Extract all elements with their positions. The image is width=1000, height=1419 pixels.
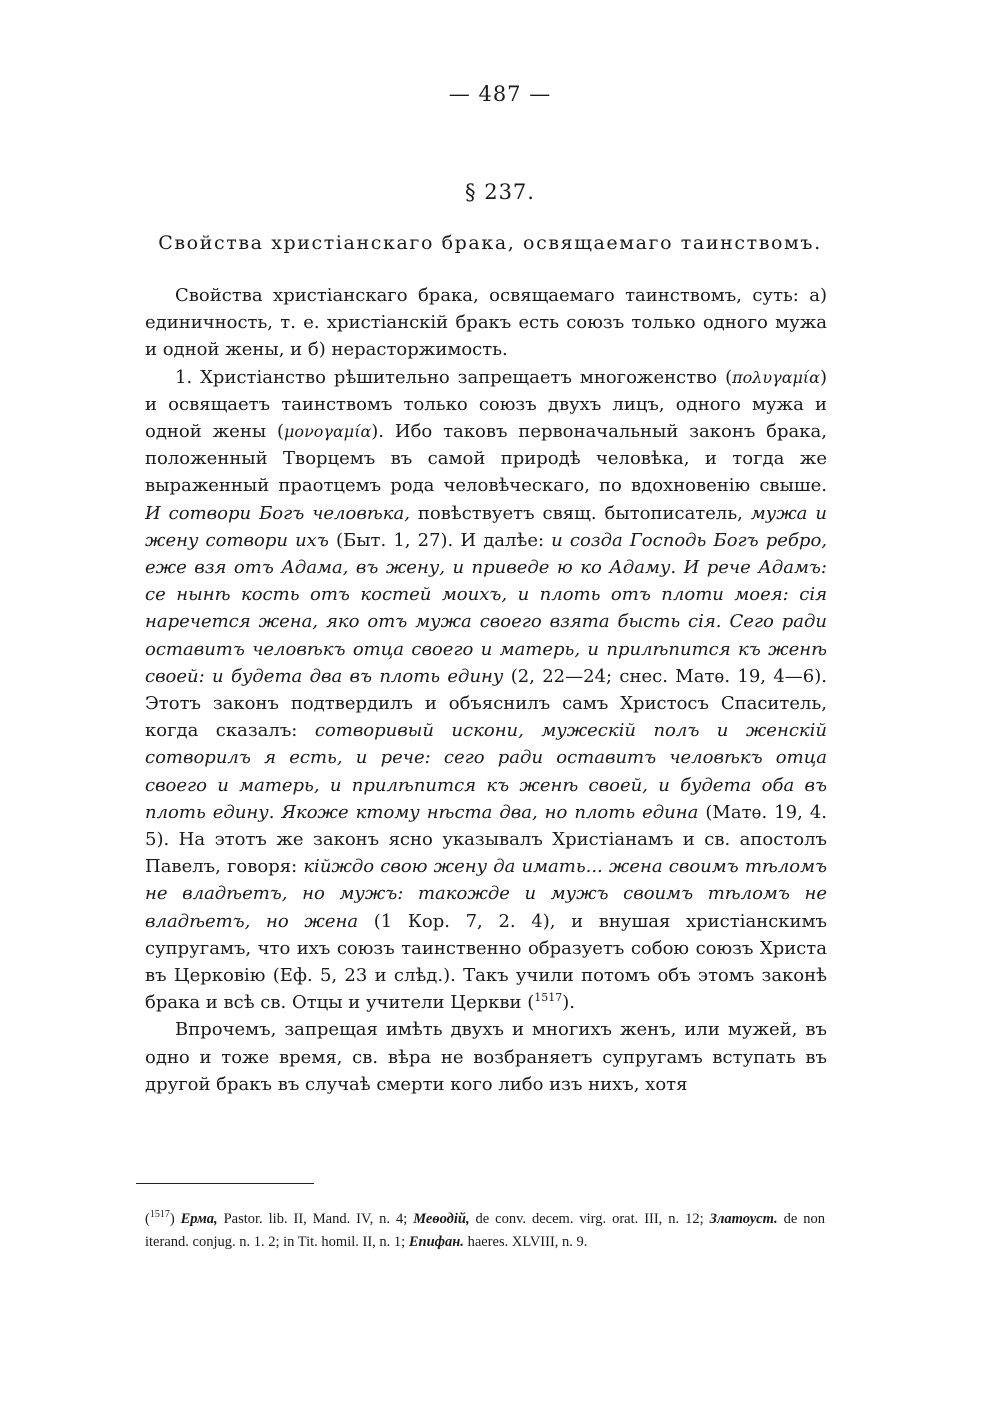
text-run: ) [169,1211,181,1227]
scripture-quote: сотворивый искони, мужескій полъ и женскій сотворилъ я есть, и рече: сего ради оставитъ человѣкъ отца своего и матерь, и прилѣпится къ женѣ своей, и будета оба въ плоть едину. Якоже ктому нѣста два, но плоть едина [145,720,827,823]
text-run: ( [145,1211,150,1227]
text-run: 1. Христіанство рѣшительно запрещаетъ многоженство ( [175,366,733,388]
text-run: ) и освящаетъ таинствомъ только союзъ двухъ лицъ, одного мужа и одной жены ( [145,366,827,443]
page-number: — 487 — [448,82,552,106]
greek-term: μονογαμία [284,422,372,442]
text-run: de conv. decem. virg. orat. III, n. 12; [469,1211,710,1227]
author-name: Златоуст. [709,1211,778,1227]
text-run: (2, 22—24; снес. Матѳ. 19, 4—6). Этотъ законъ подтвердилъ и объяснилъ самъ Христосъ Спаситель, когда сказалъ: [145,665,827,742]
author-name: Епифан. [408,1234,464,1250]
section-heading: Свойства христіанскаго брака, освящаемаго таинствомъ. [158,232,822,254]
text-run: (Матѳ. 19, 4. 5). На этотъ же законъ ясно указывалъ Христіанамъ и св. апостолъ Павелъ, говоря: [145,801,827,878]
text-run: de non iterand. conjug. n. 1. 2; in Tit. homil. II, n. 1; [145,1211,825,1250]
text-run: (1 Кор. 7, 2. 4), и внушая христіанскимъ супругамъ, что ихъ союзъ таинственно образуетъ собою союзъ Христа въ Церковію (Еф. 5, 23 и слѣд.). Такъ учили потомъ объ этомъ законѣ брака и всѣ св. Отцы и учители Церкви ( [145,910,827,1014]
scripture-quote: мужа и жену сотвори ихъ [145,502,827,551]
scripture-quote: кійждо свою жену да имать... жена своимъ тѣломъ не владѣетъ, но мужъ: такожде и мужъ своимъ тѣломъ не владѣетъ, но жена [145,856,827,932]
body-text [145,282,827,1098]
text-run: повѣствуетъ свящ. бытописатель, [409,502,751,524]
text-run: ). Ибо таковъ первоначальный законъ брака, положенный Творцемъ въ самой природѣ человѣка, и тогда же выраженный праотцемъ рода человѣческаго, по вдохновенію свыше. [145,421,827,497]
scripture-quote: и созда Господь Богъ ребро, еже взя отъ Адама, въ жену, и приведе ю ко Адаму. И рече Адамъ: се нынѣ кость отъ костей моихъ, и плоть отъ плоти моея: сія наречется жена, яко отъ мужа своего взята бысть сія. Сего ради оставитъ человѣкъ отца своего и матерь, и прилѣпится къ женѣ своей: и будета два въ плоть едину [145,529,828,687]
author-name: Меѳодій, [413,1211,470,1227]
paragraph-1: Свойства христіанскаго брака, освящаемаго таинствомъ, суть: а) единичность, т. е. христіанскій бракъ есть союзъ только одного мужа и одной жены, и б) нерасторжимость. [145,285,827,361]
footnote [145,1208,825,1254]
footnote-reference[interactable]: 1517 [534,991,563,1005]
scripture-quote: И сотвори Богъ человѣка, [145,502,410,524]
section-number: § 237. [465,180,535,204]
paragraph-2 [145,364,827,1017]
author-name: Ерма, [180,1211,218,1227]
greek-term: πολυγαμία [732,367,820,387]
paragraph-3: Впрочемъ, запрещая имѣть двухъ и многихъ женъ, или мужей, въ одно и тоже время, св. вѣра не возбраняетъ супругамъ вступать въ другой бракъ въ случаѣ смерти кого либо изъ нихъ, хотя [145,1019,827,1095]
footnote-marker: 1517 [149,1209,170,1221]
text-run: (Быт. 1, 27). И далѣе: [328,529,552,551]
footnote-divider [136,1183,314,1184]
text-run: ). [562,992,576,1014]
text-run: Pastor. lib. II, Mand. IV, n. 4; [217,1211,414,1227]
text-run: haeres. XLVIII, n. 9. [463,1234,588,1250]
